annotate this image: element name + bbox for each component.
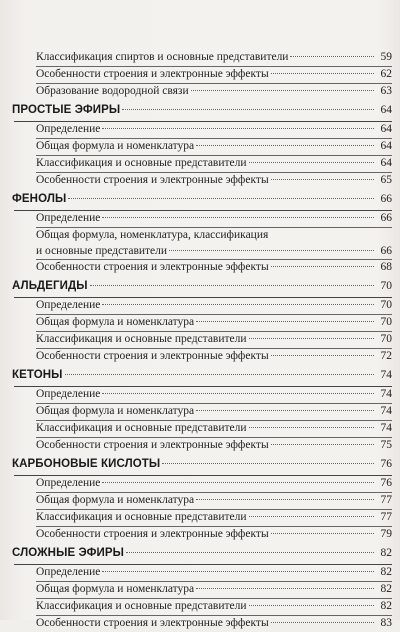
dot-leader [249, 516, 374, 517]
toc-entry-page: 65 [380, 174, 392, 186]
toc-entry[interactable] [8, 438, 392, 454]
dot-leader [102, 128, 374, 129]
toc-entry-label: Определение [36, 212, 101, 224]
toc-entry-label: Классификация и основные представители [36, 511, 247, 523]
toc-entry-label: Особенности строения и электронные эффекты [36, 261, 269, 273]
toc-entry[interactable] [8, 527, 392, 543]
toc-entry-page: 75 [380, 439, 392, 451]
toc-entry[interactable] [8, 122, 392, 138]
dot-leader [290, 56, 374, 57]
toc-entry[interactable] [8, 211, 392, 227]
toc-section-aldehydes [8, 280, 392, 365]
dot-leader [102, 217, 374, 218]
toc-section-ketones [8, 369, 392, 454]
toc-entry[interactable] [8, 84, 392, 100]
toc-section-esters [8, 547, 392, 632]
dot-leader [68, 198, 374, 199]
dot-leader [196, 410, 374, 411]
toc-entry-page: 77 [380, 511, 392, 523]
toc-entry-label: Общая формула и номенклатура [36, 405, 195, 417]
dot-leader [102, 571, 374, 572]
toc-entry[interactable] [8, 67, 392, 83]
toc-entry[interactable] [8, 156, 392, 172]
toc-entry-label: Общая формула и номенклатура [36, 316, 195, 328]
toc-section-ethers [8, 104, 392, 189]
toc-entry-page: 82 [380, 583, 392, 595]
dot-leader [191, 90, 374, 91]
toc-entry-label: Общая формула и номенклатура [36, 494, 195, 506]
toc-entry[interactable] [8, 139, 392, 155]
section-page: 66 [380, 193, 392, 205]
toc-entry-page: 74 [380, 405, 392, 417]
toc-entry[interactable] [8, 387, 392, 403]
toc-section-heading[interactable] [8, 458, 392, 475]
toc-entry-label: Общая формула, номенклатура, классификация [36, 229, 269, 241]
toc-entry-label: Классификация и основные представители [36, 333, 247, 345]
toc-entry-label: Определение [36, 566, 101, 578]
toc-entry-page: 70 [380, 333, 392, 345]
dot-leader [271, 533, 374, 534]
toc-entry-page: 83 [380, 617, 392, 629]
dot-leader [162, 463, 374, 464]
toc-entry-page: 68 [380, 261, 392, 273]
toc-entry[interactable] [8, 404, 392, 420]
dot-leader [126, 552, 374, 553]
toc-section-heading[interactable] [8, 193, 392, 210]
dot-leader [196, 588, 374, 589]
toc-entry-label: Общая формула и номенклатура [36, 583, 195, 595]
toc-section-carboxylic-acids [8, 458, 392, 543]
toc-entry-label: Определение [36, 123, 101, 135]
toc-entry[interactable] [8, 476, 392, 492]
dot-leader [102, 393, 374, 394]
toc-section-heading[interactable] [8, 547, 392, 564]
toc-entry-page: 70 [380, 299, 392, 311]
dot-leader [249, 427, 374, 428]
toc-entry[interactable] [8, 565, 392, 581]
toc-section-heading[interactable] [8, 104, 392, 121]
toc-entry[interactable] [8, 616, 392, 632]
toc-section-heading[interactable] [8, 369, 392, 386]
toc-entry-page: 64 [380, 140, 392, 152]
toc-entry-label: Особенности строения и электронные эффекты [36, 528, 269, 540]
toc-entry-page: 70 [380, 316, 392, 328]
toc-entry-page: 82 [380, 600, 392, 612]
toc-entry-label: Определение [36, 477, 101, 489]
toc-entry-label: Особенности строения и электронные эффекты [36, 174, 269, 186]
toc-entry-page: 64 [380, 157, 392, 169]
dot-leader [271, 355, 374, 356]
toc-entry-label: Образование водородной связи [36, 85, 189, 97]
toc-entry-page: 64 [380, 123, 392, 135]
toc-entry[interactable] [8, 173, 392, 189]
toc-entry-page: 82 [380, 566, 392, 578]
section-title: КЕТОНЫ [12, 369, 63, 381]
section-page: 64 [380, 104, 392, 116]
dot-leader [249, 605, 374, 606]
toc-entry-label: Общая формула и номенклатура [36, 140, 195, 152]
toc-entry[interactable] [8, 50, 392, 66]
toc-entry[interactable] [8, 582, 392, 598]
toc-entry-page: 77 [380, 494, 392, 506]
toc-entry[interactable] [8, 599, 392, 615]
dot-leader [122, 109, 374, 110]
toc-entry-page: 66 [380, 212, 392, 224]
dot-leader [102, 304, 374, 305]
toc-entry-label: Классификация и основные представители [36, 422, 247, 434]
toc-entry-label: Классификация и основные представители [36, 157, 247, 169]
toc-entry-label-line2: и основные представители [36, 244, 168, 257]
dot-leader [169, 250, 374, 251]
toc-entry-continuation [36, 244, 392, 260]
toc-entry-page: 59 [380, 51, 392, 63]
toc-entry-page: 66 [380, 244, 392, 257]
toc-entry[interactable] [8, 260, 392, 276]
section-title: АЛЬДЕГИДЫ [12, 280, 88, 292]
dot-leader [249, 162, 374, 163]
toc-entry-page: 62 [380, 68, 392, 80]
toc-entry[interactable] [8, 228, 392, 259]
toc-entry-label: Особенности строения и электронные эффекты [36, 350, 269, 362]
dot-leader [196, 499, 374, 500]
section-page: 82 [380, 547, 392, 559]
toc-entry-page: 74 [380, 388, 392, 400]
toc-entry[interactable] [8, 298, 392, 314]
section-page: 74 [380, 369, 392, 381]
section-title: ПРОСТЫЕ ЭФИРЫ [12, 104, 121, 116]
dot-leader [271, 179, 374, 180]
dot-leader [271, 444, 374, 445]
toc-entry-page: 76 [380, 477, 392, 489]
toc-entry-label: Классификация и основные представители [36, 600, 247, 612]
toc-entry[interactable] [8, 349, 392, 365]
toc-entry-label: Особенности строения и электронные эффекты [36, 617, 269, 629]
section-page: 76 [380, 458, 392, 470]
toc-section-phenols [8, 193, 392, 276]
dot-leader [90, 285, 374, 286]
section-title: КАРБОНОВЫЕ КИСЛОТЫ [12, 458, 161, 470]
toc-entry-label: Особенности строения и электронные эффекты [36, 68, 269, 80]
toc-entry-page: 79 [380, 528, 392, 540]
toc-entry-page: 63 [380, 85, 392, 97]
toc-entry[interactable] [8, 510, 392, 526]
dot-leader [196, 321, 374, 322]
toc-entry-label: Определение [36, 299, 101, 311]
toc-entry-label: Классификация спиртов и основные представители [36, 51, 289, 63]
toc-entry-label: Определение [36, 388, 101, 400]
dot-leader [271, 266, 374, 267]
toc-entry[interactable] [8, 493, 392, 509]
table-of-contents [8, 50, 392, 632]
dot-leader [271, 622, 374, 623]
dot-leader [271, 73, 374, 74]
toc-section-heading[interactable] [8, 280, 392, 297]
section-title: СЛОЖНЫЕ ЭФИРЫ [12, 547, 125, 559]
dot-leader [102, 482, 374, 483]
dot-leader [65, 374, 374, 375]
toc-entry[interactable] [8, 332, 392, 348]
toc-entry-page: 72 [380, 350, 392, 362]
toc-entry[interactable] [8, 315, 392, 331]
toc-entry-label: Особенности строения и электронные эффекты [36, 439, 269, 451]
dot-leader [196, 145, 374, 146]
toc-entry[interactable] [8, 421, 392, 437]
section-page: 70 [380, 280, 392, 292]
section-title: ФЕНОЛЫ [12, 193, 67, 205]
dot-leader [249, 338, 374, 339]
toc-section-continuation [8, 50, 392, 100]
toc-entry-page: 74 [380, 422, 392, 434]
